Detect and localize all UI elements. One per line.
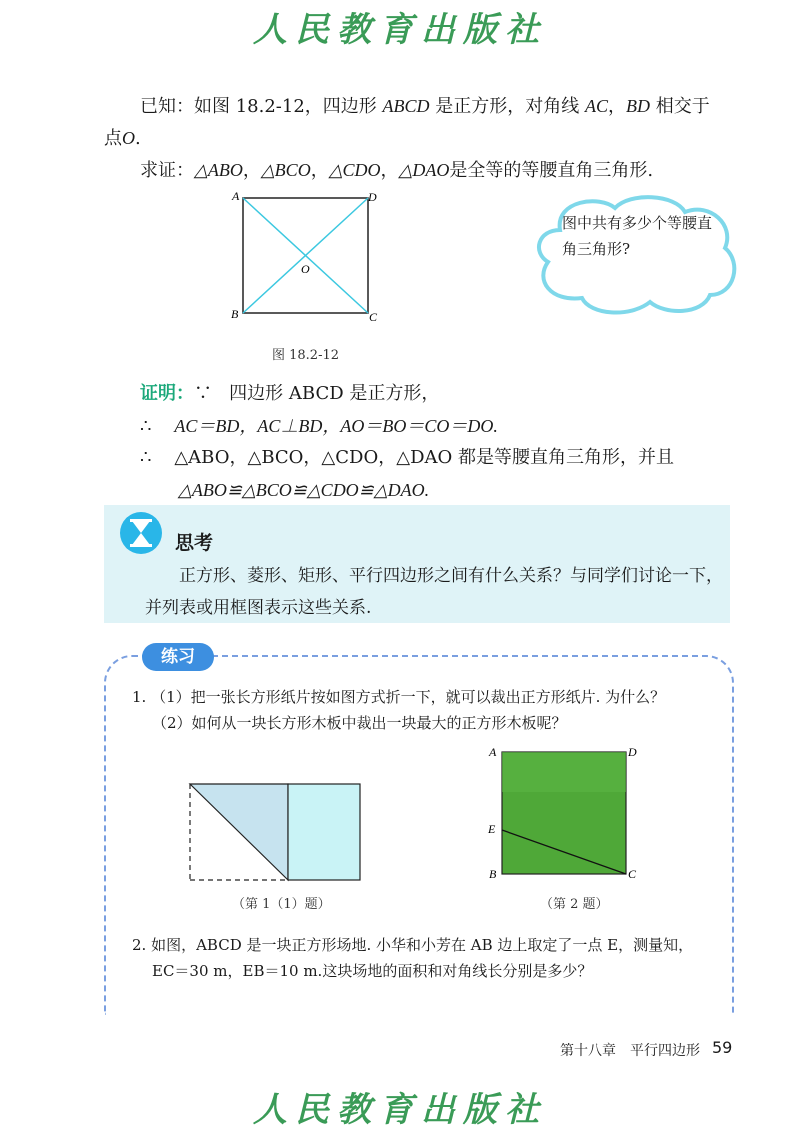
figure-caption-q1: （第 1（1）题） — [232, 897, 331, 912]
think-title: 思考 — [175, 532, 214, 554]
field-label-e: E — [488, 822, 496, 836]
proof-line-1: 证明：∵ 四边形 ABCD 是正方形， — [140, 383, 440, 404]
publisher-logo-bottom: 人民教育出版社 — [253, 1090, 547, 1130]
folded-triangle — [190, 784, 288, 880]
exercise-q2a: 2. 如图，ABCD 是一块正方形场地. 小华和小芳在 AB 边上取定了一点 E，测量知， — [132, 936, 694, 954]
exercise-label: 练习 — [142, 643, 214, 671]
label-c: C — [369, 310, 378, 324]
label-d: D — [368, 190, 377, 204]
given-line-1: 已知：如图 18.2-12，四边形 ABCD 是正方形，对角线 AC，BD 相交于 — [140, 96, 710, 117]
grass-highlight — [502, 752, 626, 792]
figure-square-field — [484, 742, 644, 882]
cloud-text: 图中共有多少个等腰直角三角形? — [562, 214, 713, 258]
exercise-q2b: EC＝30 m，EB＝10 m.这块场地的面积和对角线长分别是多少？ — [152, 962, 593, 980]
figure-fold-paper — [186, 780, 366, 885]
label-b: B — [231, 307, 239, 321]
publisher-logo-top: 人民教育出版社 — [253, 10, 547, 50]
label-a: A — [232, 189, 240, 203]
figure-square-diagonals — [228, 188, 388, 328]
page-number: 59 — [712, 1038, 733, 1057]
proof-line-2: ∴ AC＝BD，AC⊥BD，AO＝BO＝CO＝DO. — [140, 416, 498, 437]
think-text: 正方形、菱形、矩形、平行四边形之间有什么关系？与同学们讨论一下，并列表或用框图表示这些关系. — [145, 566, 723, 618]
field-label-a: A — [489, 745, 497, 759]
field-label-b: B — [489, 867, 497, 881]
figure-caption-1: 图 18.2-12 — [272, 348, 340, 363]
figure-caption-q2: （第 2 题） — [540, 897, 609, 912]
think-hourglass-icon — [118, 510, 164, 556]
proof-line-3: ∴ △ABO，△BCO，△CDO，△DAO 都是等腰直角三角形，并且 — [140, 447, 674, 468]
exercise-q1b: （2）如何从一块长方形木板中裁出一块最大的正方形木板呢？ — [152, 714, 567, 732]
field-label-c: C — [628, 867, 637, 881]
remaining-rectangle — [288, 784, 360, 880]
exercise-q1a: 1. （1）把一张长方形纸片按如图方式折一下，就可以裁出正方形纸片. 为什么？ — [132, 688, 666, 706]
field-label-d: D — [628, 745, 637, 759]
label-o: O — [301, 262, 310, 276]
prove-line: 求证：△ABO，△BCO，△CDO，△DAO是全等的等腰直角三角形. — [140, 160, 654, 181]
proof-line-4: △ABO≌△BCO≌△CDO≌△DAO. — [178, 480, 430, 500]
given-line-2: 点O. — [104, 128, 141, 149]
footer-chapter: 第十八章 平行四边形 — [560, 1043, 700, 1059]
